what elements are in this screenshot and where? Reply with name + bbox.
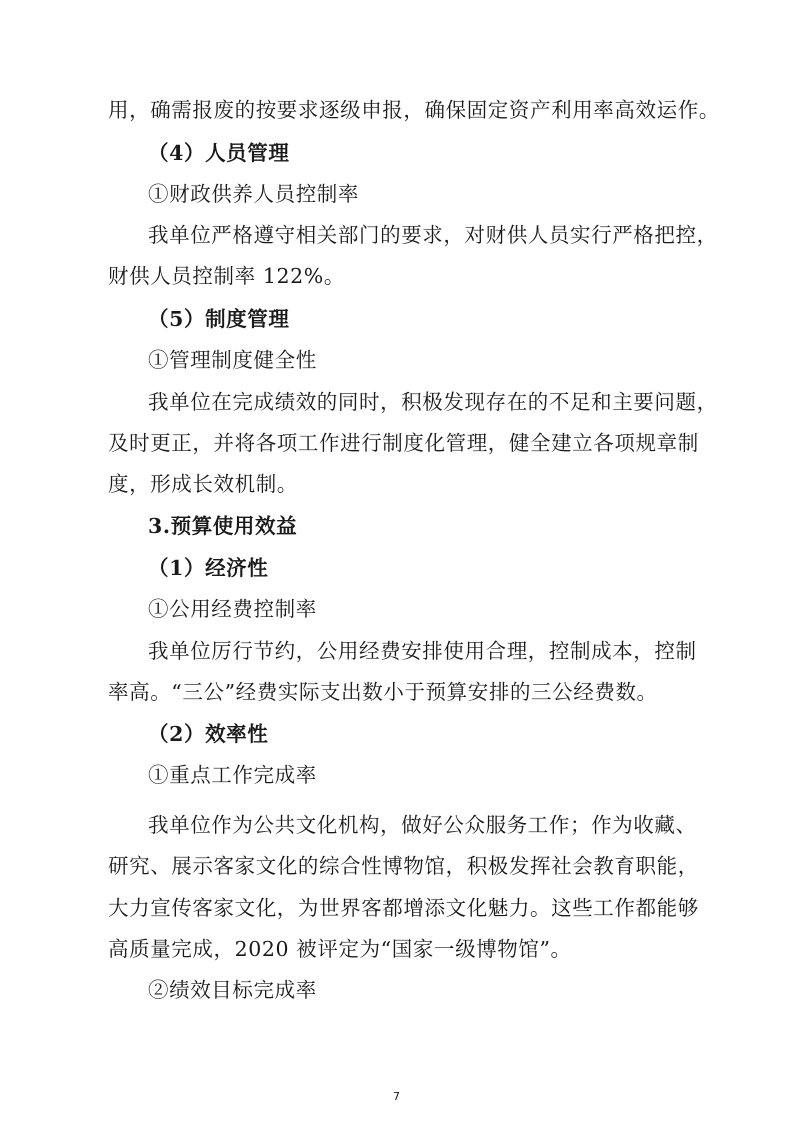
- body-line: 我单位作为公共文化机构，做好公众服务工作；作为收藏、: [148, 813, 697, 837]
- indicator-item: ①重点工作完成率: [148, 763, 317, 787]
- chapter-heading: 3.预算使用效益: [148, 514, 298, 538]
- body-line: 及时更正，并将各项工作进行制度化管理，健全建立各项规章制: [108, 431, 699, 455]
- page-number: 7: [393, 1090, 400, 1103]
- body-line: 大力宣传客家文化，为世界客都增添文化魅力。这些工作都能够: [108, 896, 699, 920]
- section-heading: （5）制度管理: [148, 307, 290, 331]
- indicator-item: ②绩效目标完成率: [148, 978, 317, 1002]
- indicator-item: ①公用经费控制率: [148, 597, 317, 621]
- body-line: 我单位厉行节约，公用经费安排使用合理，控制成本，控制: [148, 639, 697, 663]
- section-heading: （2）效率性: [148, 722, 269, 746]
- body-line: 我单位在完成绩效的同时，积极发现存在的不足和主要问题，: [148, 390, 718, 414]
- indicator-item: ①管理制度健全性: [148, 348, 317, 372]
- body-line: 用，确需报废的按要求逐级申报，确保固定资产利用率高效运作。: [108, 98, 720, 122]
- indicator-item: ①财政供养人员控制率: [148, 182, 359, 206]
- body-line: 财供人员控制率 122%。: [108, 264, 345, 288]
- body-line: 高质量完成，2020 被评定为“国家一级博物馆”。: [108, 937, 572, 961]
- body-line: 研究、展示客家文化的综合性博物馆，积极发挥社会教育职能，: [108, 854, 699, 878]
- body-line: 度，形成长效机制。: [108, 472, 298, 496]
- body-line: 率高。“三公”经费实际支出数小于预算安排的三公经费数。: [108, 680, 658, 704]
- section-heading: （4）人员管理: [148, 141, 290, 165]
- section-heading: （1）经济性: [148, 556, 269, 580]
- body-line: 我单位严格遵守相关部门的要求，对财供人员实行严格把控，: [148, 223, 718, 247]
